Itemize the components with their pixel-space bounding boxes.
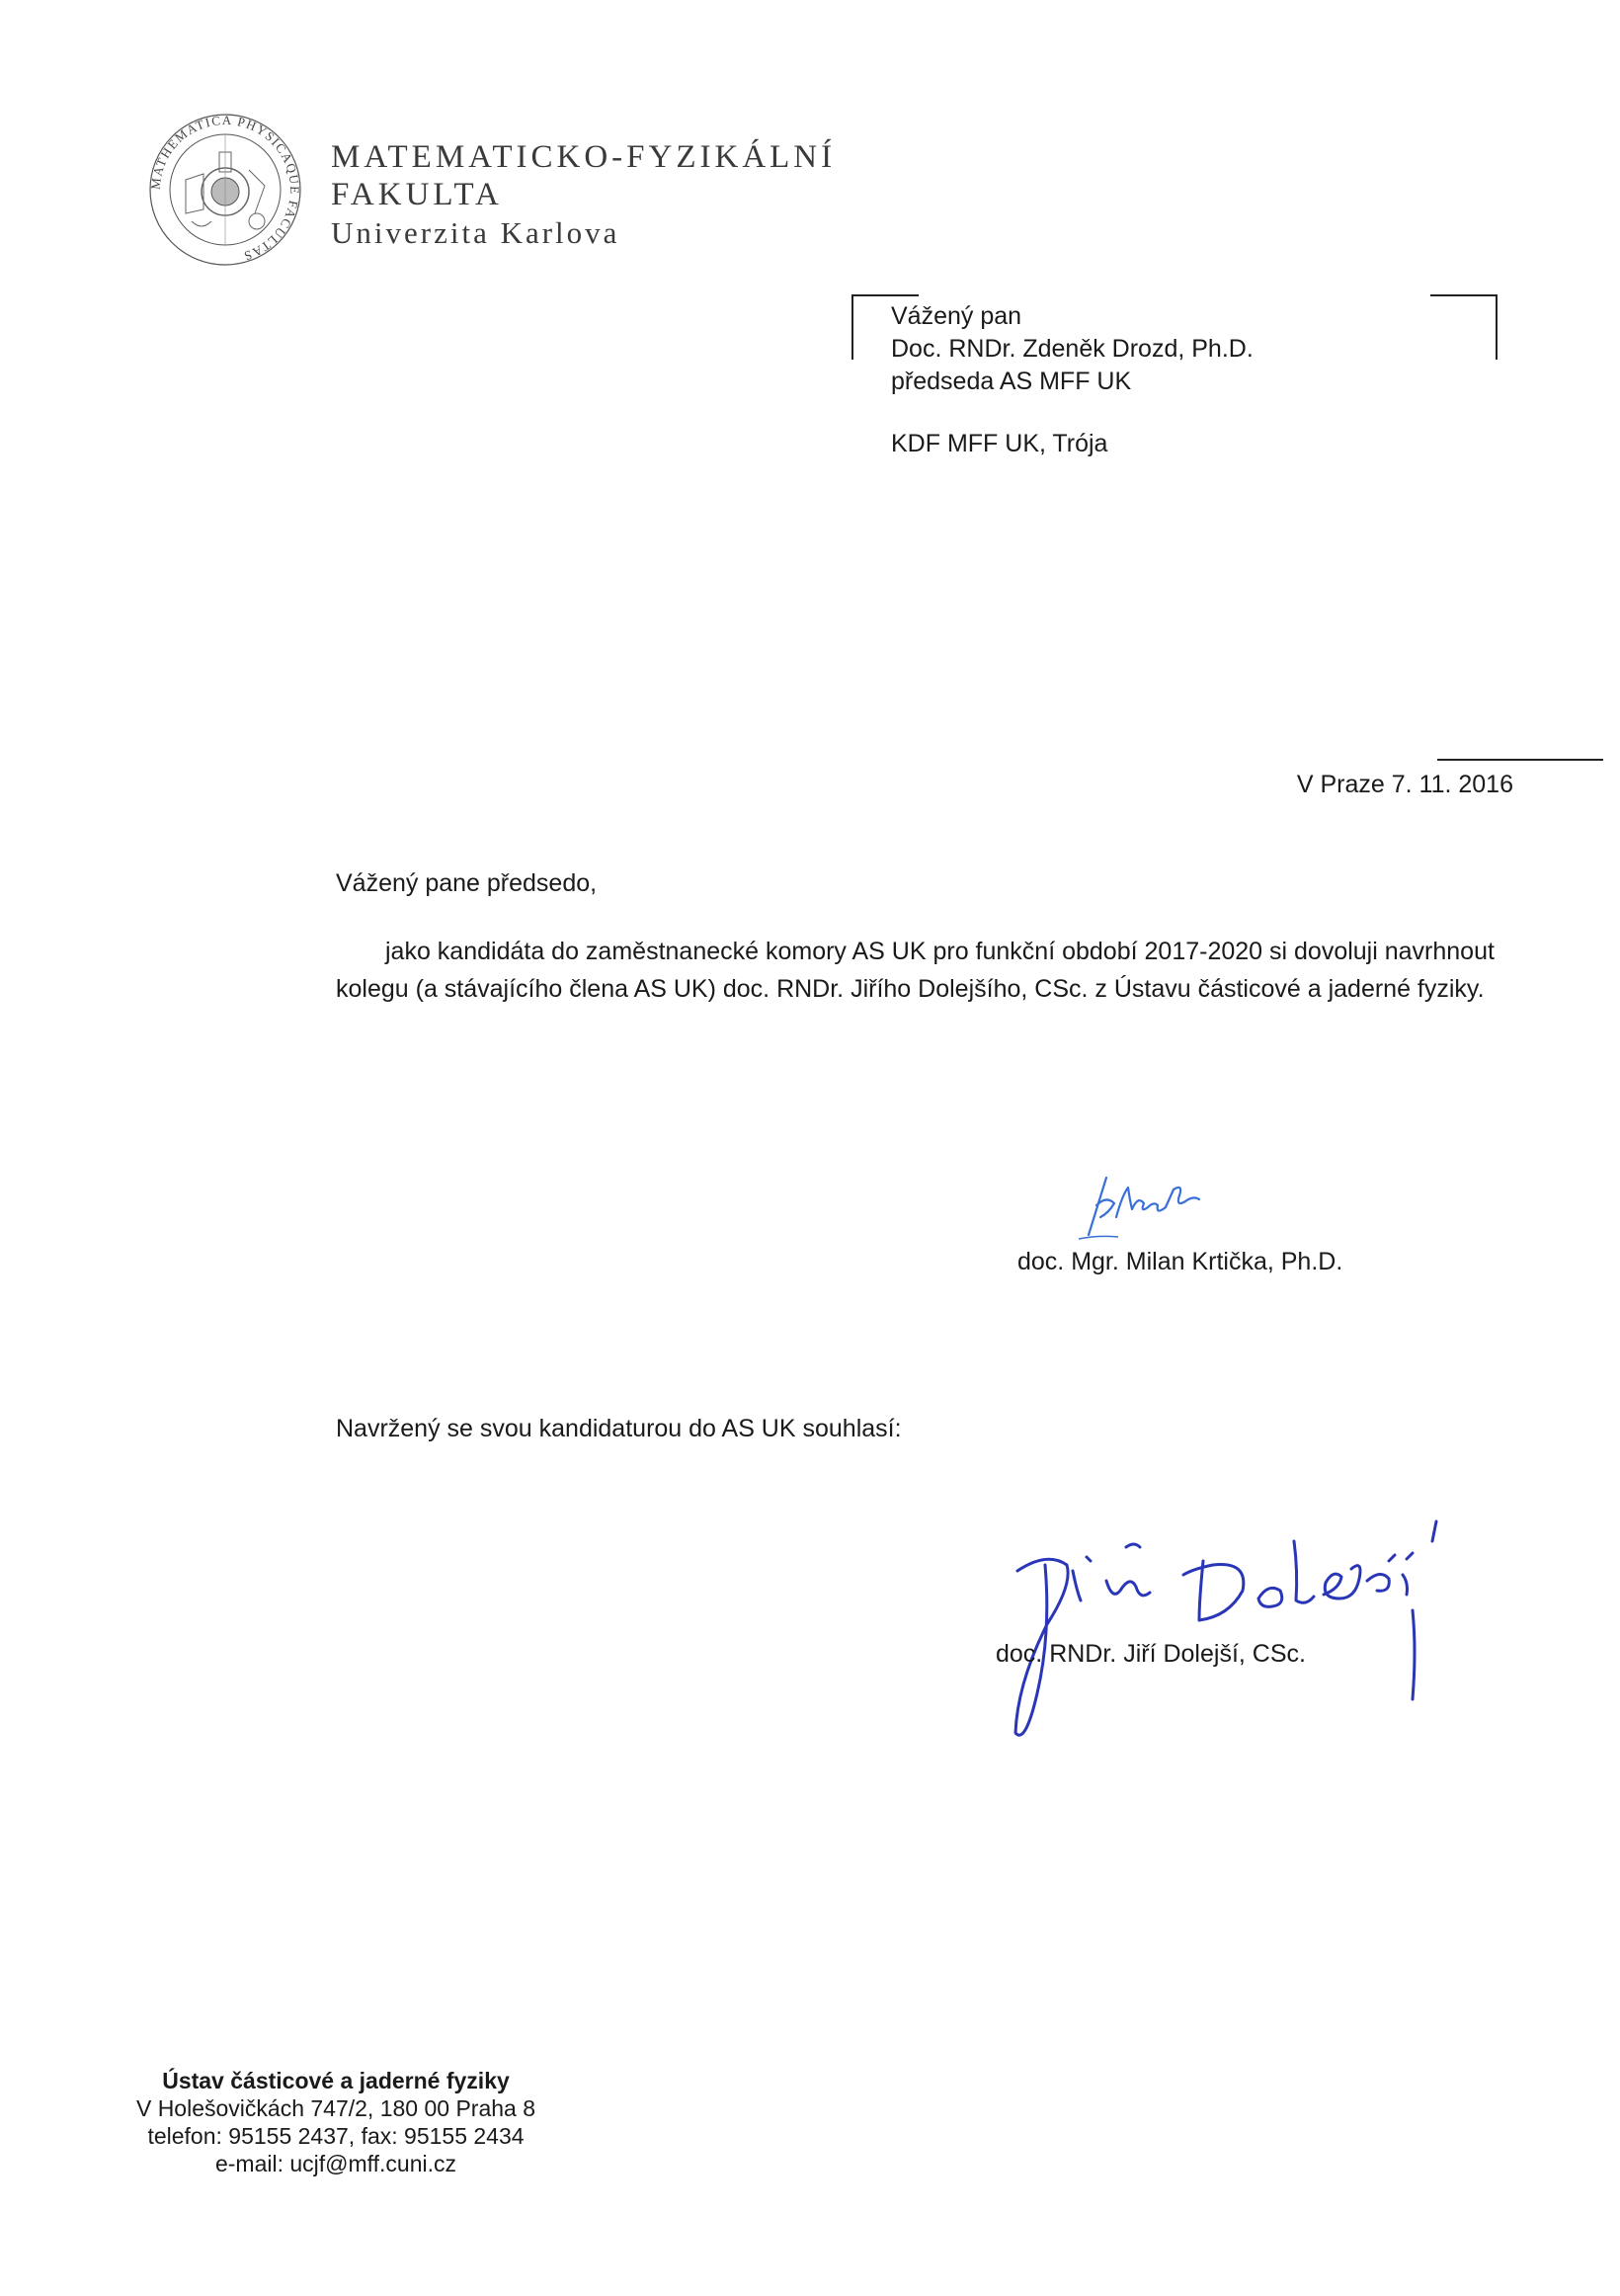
signer2-name: doc. RNDr. Jiří Dolejší, CSc.: [996, 1640, 1306, 1668]
faculty-line1: MATEMATICKO-FYZIKÁLNÍ: [331, 139, 837, 175]
university-name: Univerzita Karlova: [331, 215, 620, 250]
svg-text:MATHEMATICA PHYSICAQUE FACULTA: MATHEMATICA PHYSICAQUE FACULTAS: [147, 112, 303, 265]
faculty-name: [331, 138, 836, 253]
salutation: Vážený pane předsedo,: [336, 869, 598, 897]
footer-street: V Holešovičkách 747/2, 180 00 Praha 8: [135, 2095, 536, 2121]
footer-address: [99, 2067, 573, 2177]
recipient-greeting: Vážený pan: [891, 302, 1022, 330]
body-text: jako kandidáta do zaměstnanecké komory AS UK pro funkční období 2017-2020 si dovoluji navrhnout kolegu (a stávajícího člena AS UK) doc. RNDr. Jiřího Dolejšího, CSc. z Ústavu částicové a jaderné fyziky.: [336, 938, 1495, 1003]
footer-email: e-mail: ucjf@mff.cuni.cz: [214, 2151, 457, 2176]
faculty-seal-logo: [146, 111, 304, 269]
letter-date: V Praze 7. 11. 2016: [1296, 771, 1513, 798]
recipient-address: [891, 300, 1254, 460]
signature-krticka: [1077, 1166, 1255, 1245]
recipient-role: předseda AS MFF UK: [891, 368, 1132, 395]
signature-dolejsi: [978, 1502, 1511, 1739]
footer-department: Ústav částicové a jaderné fyziky: [162, 2068, 510, 2093]
consent-text: Navržený se svou kandidaturou do AS UK souhlasí:: [336, 1415, 902, 1442]
recipient-name: Doc. RNDr. Zdeněk Drozd, Ph.D.: [891, 335, 1254, 363]
address-corner-mark-right: [1430, 294, 1498, 360]
body-paragraph: [336, 933, 1521, 1008]
date-rule: [1437, 759, 1603, 761]
faculty-line2: FAKULTA: [331, 177, 503, 212]
recipient-place: KDF MFF UK, Trója: [891, 430, 1108, 457]
footer-phone: telefon: 95155 2437, fax: 95155 2434: [147, 2123, 525, 2149]
signer1-name: doc. Mgr. Milan Krtička, Ph.D.: [1017, 1248, 1343, 1275]
